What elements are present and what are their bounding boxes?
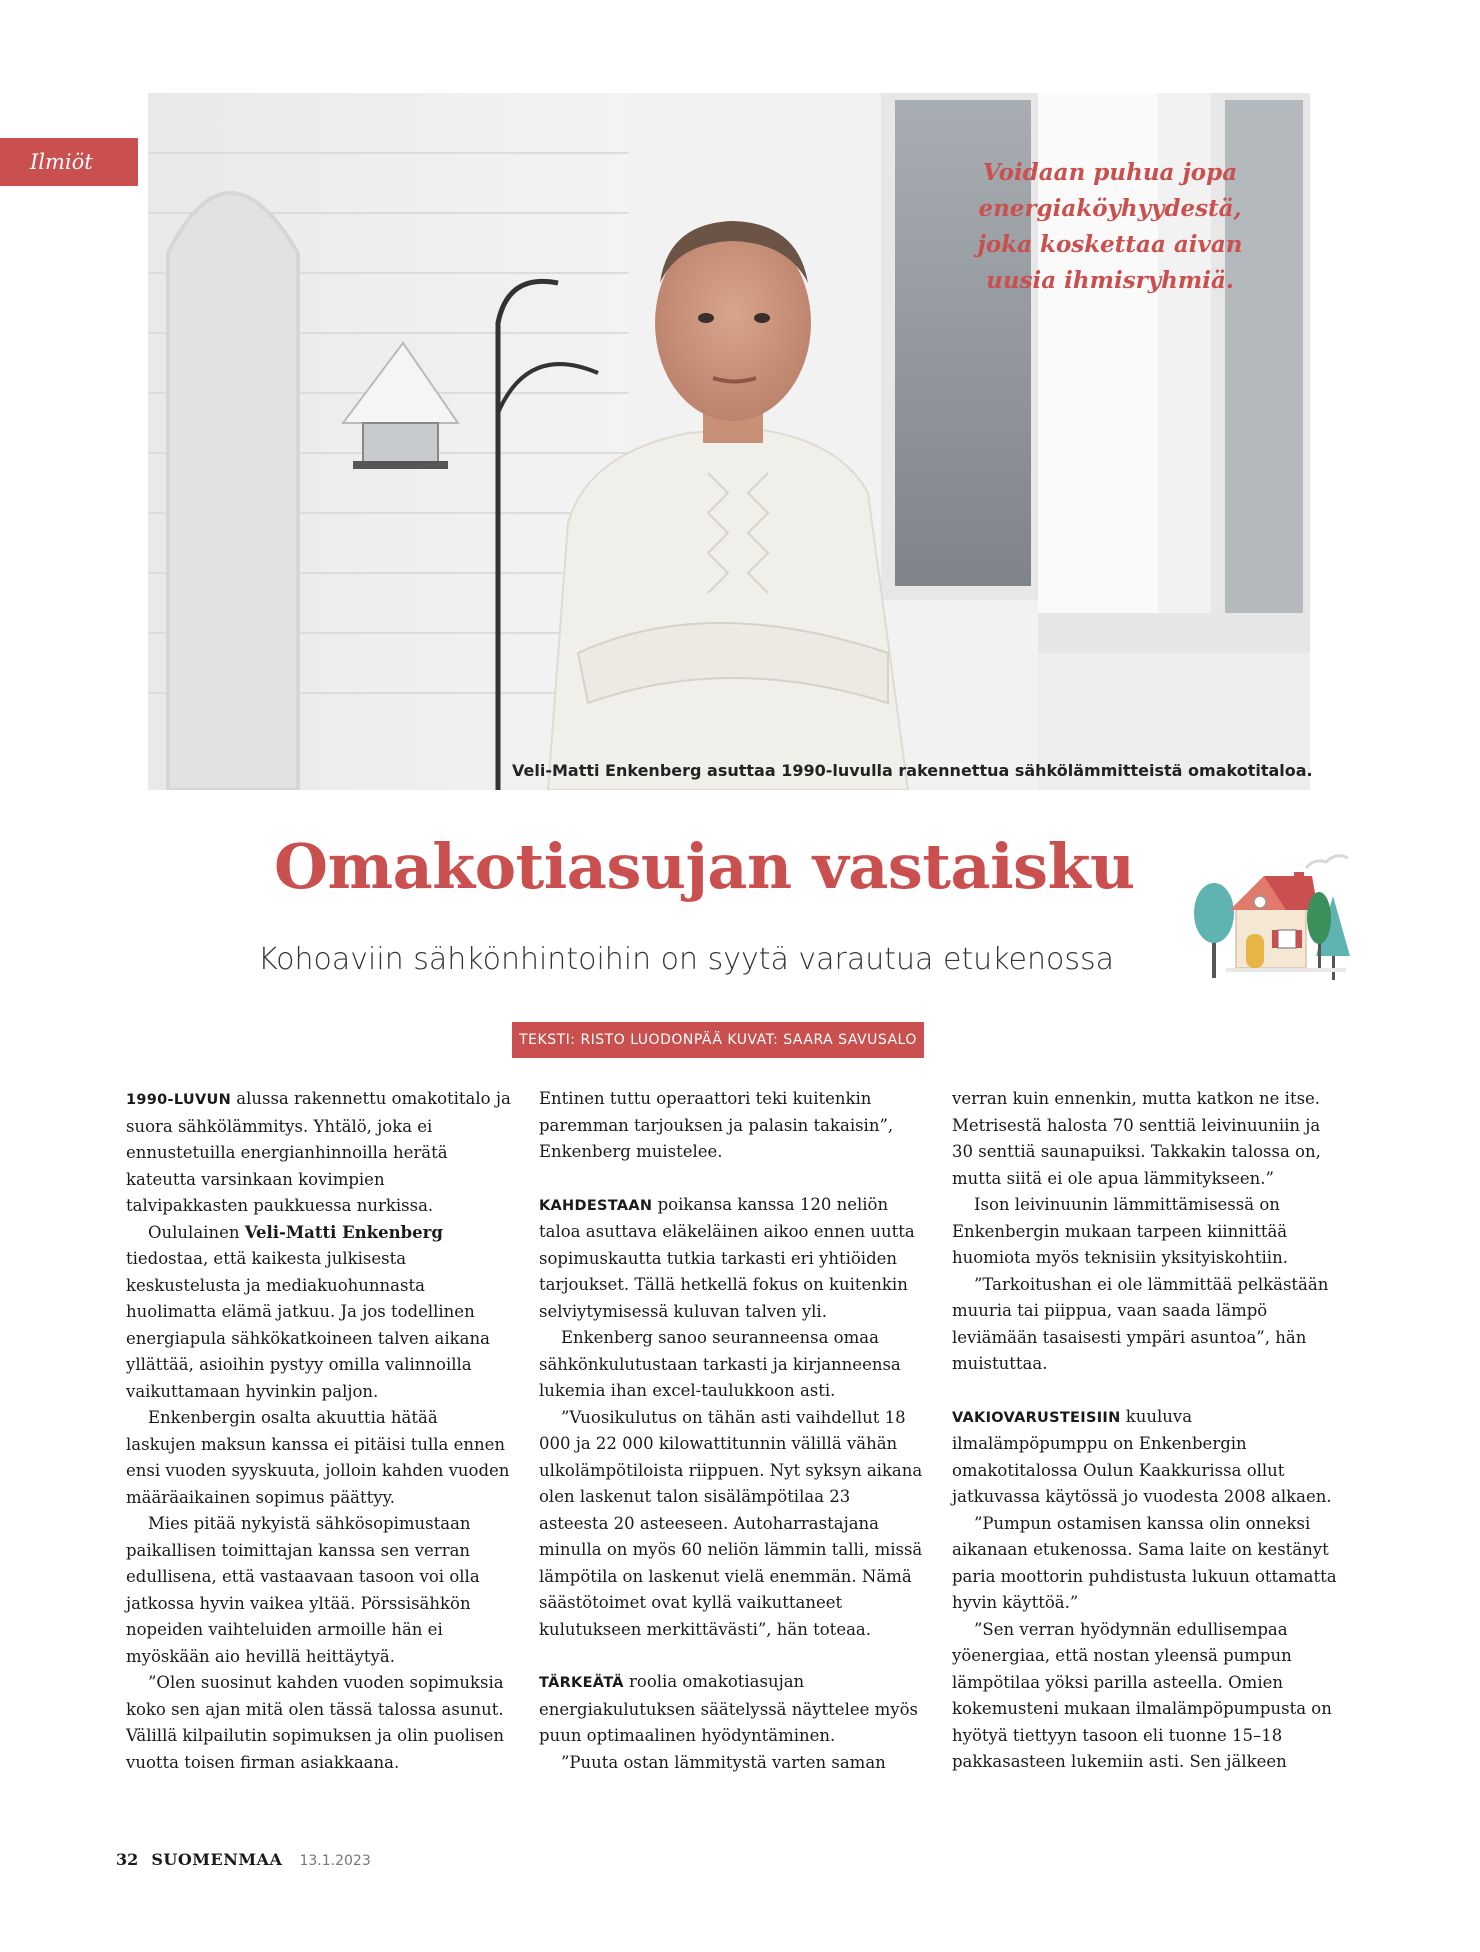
paragraph: ”Tarkoitushan ei ole lämmittää pelkästään muuria tai piippua, vaan saada lämpö leviämään tasaisesti ympäri asuntoa”, hän muistuttaa.	[952, 1274, 1329, 1373]
lead-in: TÄRKEÄTÄ	[539, 1675, 624, 1691]
article-column-2	[539, 1086, 924, 1776]
paragraph: verran kuin ennenkin, mutta katkon ne itse. Metrisestä halosta 70 senttiä leivinuuniin ja 30 senttiä saunapuiksi. Takkakin talossa on, mutta siitä ei ole apua lämmitykseen.”	[952, 1089, 1321, 1188]
house-illustration-icon	[1186, 838, 1366, 988]
paragraph	[952, 1404, 1337, 1511]
paragraph: ”Puuta ostan lämmitystä varten saman	[561, 1752, 886, 1772]
subheadline: Kohoaviin sähkönhintoihin on syytä varautua etukenossa	[258, 942, 1114, 977]
paragraph	[126, 1220, 511, 1406]
hero-photo	[148, 93, 1313, 790]
page-footer	[116, 1850, 371, 1869]
paragraph-text: alussa rakennettu omakotitalo ja suora sähkölämmitys. Yhtälö, joka ei ennustetuilla energianhinnoilla herätä kateutta varsinkaan kovimpien talvipakkasten paukkuessa nurkissa.	[126, 1089, 511, 1215]
section-tag: Ilmiöt	[0, 138, 138, 186]
person-name: Veli-Matti Enkenberg	[244, 1222, 443, 1242]
magazine-name: SUOMENMAA	[151, 1850, 283, 1869]
paragraph: Ison leivinuunin lämmittämisessä on Enkenbergin mukaan tarpeen kiinnittää huomiota myös teknisiin yksityiskohtiin.	[952, 1195, 1288, 1267]
paragraph: Enkenberg sanoo seuranneensa omaa sähkönkulutustaan tarkasti ja kirjanneensa lukemia ihan excel-taulukkoon asti.	[539, 1328, 901, 1400]
issue-date: 13.1.2023	[299, 1853, 371, 1869]
lead-in: 1990-LUVUN	[126, 1092, 232, 1108]
paragraph-text: kuuluva ilmalämpöpumppu on Enkenbergin omakotitalossa Oulun Kaakkurissa ollut jatkuvassa käytössä jo vuodesta 2008 alkaen.	[952, 1406, 1332, 1506]
paragraph	[539, 1669, 924, 1750]
pull-quote: Voidaan puhua jopa energiaköyhyydestä, joka koskettaa aivan uusia ihmisryhmiä.	[977, 159, 1243, 294]
paragraph-text: Oululainen	[148, 1222, 245, 1242]
lead-in: VAKIOVARUSTEISIIN	[952, 1409, 1121, 1426]
paragraph	[126, 1086, 511, 1220]
paragraph: ”Vuosikulutus on tähän asti vaihdellut 18 000 ja 22 000 kilowattitunnin välillä vähän ulkolämpötiloista riippuen. Nyt syksyn aikana olen laskenut talon sisälämpötilaa 23 asteesta 20 asteeseen. Autoharrastajana minulla on myös 60 neliön lämmin talli, missä lämpötila on laskenut vielä enemmän. Nämä säästötoimet ovat kyllä vaikuttaneet kulutukseen merkittävästi”, hän toteaa.	[539, 1407, 923, 1639]
paragraph: Mies pitää nykyistä sähkösopimustaan paikallisen toimittajan kanssa sen verran edullisena, että vastaavaan tasoon voi olla jatkossa hyvin vaikea yltää. Pörssisähkön nopeiden vaihteluiden armoille hän ei myöskään aio hevillä heittäytyä.	[126, 1514, 480, 1666]
credits-bar: TEKSTI: RISTO LUODONPÄÄ KUVAT: SAARA SAVUSALO	[512, 1022, 924, 1058]
paragraph-text: poikansa kanssa 120 neliön taloa asuttava eläkeläinen aikoo ennen uutta sopimuskautta tutkia tarkasti eri yhtiöiden tarjoukset. Tällä hetkellä fokus on kuitenkin selviytymisessä kuluvan talven yli.	[539, 1194, 915, 1321]
article-column-1	[126, 1086, 511, 1776]
paragraph: Entinen tuttu operaattori teki kuitenkin paremman tarjouksen ja palasin takaisin”, Enkenberg muistelee.	[539, 1089, 894, 1161]
page-number: 32	[116, 1850, 139, 1869]
paragraph: ”Pumpun ostamisen kanssa olin onneksi aikanaan etukenossa. Sama laite on kestänyt paria moottorin puhdistusta lukuun ottamatta hyvin käyttöä.”	[952, 1513, 1337, 1612]
headline: Omakotiasujan vastaisku	[274, 830, 1135, 903]
paragraph: Enkenbergin osalta akuuttia hätää laskujen maksun kanssa ei pitäisi tulla ennen ensi vuoden syyskuuta, jolloin kahden vuoden määräaikainen sopimus päättyy.	[126, 1408, 510, 1507]
lead-in: KAHDESTAAN	[539, 1197, 653, 1214]
paragraph: ”Olen suosinut kahden vuoden sopimuksia koko sen ajan mitä olen tässä talossa asunut. Välillä kilpailutin sopimuksen ja olin puolisen vuotta toisen firman asiakkaana.	[126, 1673, 505, 1772]
paragraph-text: tiedostaa, että kaikesta julkisesta keskustelusta ja mediakuohunnasta huolimatta elämä jatkuu. Ja jos todellinen energiapula sähkökatkoineen talven aikana yllättää, asioihin pystyy omilla valinnoilla vaikuttamaan hyvinkin paljon.	[126, 1249, 490, 1401]
paragraph	[539, 1192, 924, 1326]
paragraph-text: roolia omakotiasujan energiakulutuksen säätelyssä näyttelee myös puun optimaalinen hyödyntäminen.	[539, 1672, 918, 1745]
paragraph: ”Sen verran hyödynnän edullisempaa yöenergiaa, että nostan yleensä pumpun lämpötilaa yöksi parilla asteella. Omien kokemusteni mukaan ilmalämpöpumpusta on hyötyä tiettyyn tasoon eli tuonne 15–18 pakkasasteen lukemiin asti. Sen jälkeen	[952, 1619, 1332, 1771]
photo-caption: Veli-Matti Enkenberg asuttaa 1990-luvulla rakennettua sähkölämmitteistä omakotitaloa.	[512, 761, 1313, 780]
article-column-3	[952, 1086, 1337, 1776]
